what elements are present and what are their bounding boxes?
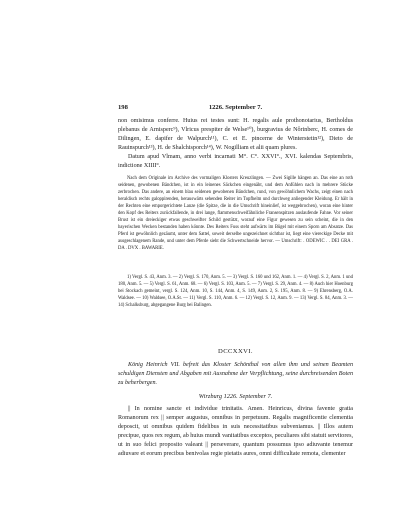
page-header [118,103,353,113]
witness-list: non omisimus conferre. Huius rei testes sunt: H. regalis aule prothonotarius, Bertholdus plebanus de Arnisperc⁹), Vlricus prespiter de Welse¹⁰), burgravius de Nôrinberc, H. comes de Dilingen, E. dapifer de Walpurch¹¹), C. et E. pincerne de Winterstetin¹²), Dieto de Rauinspurch¹³), H. de Shalchisporch¹⁴), W. Nogilliam et alii quam plures. [118,118,353,151]
page-number: 198 [118,104,128,111]
charter-regest: König Heinrich VII. befreit das Kloster Schönthal von allen ihm und seinen Beamten schuldigen Diensten und Abgaben mit Ausnahme der Verpflichtung, seine durchreisenden Boten zu beherbergen. [118,362,353,386]
footnotes: 1) Vergl. S. 43, Anm. 3. — 2) Vergl. S. 170, Anm. 5. — 3) Vergl. S. 160 und 162, Anm. 1. — 4) Vergl. S. 2, Anm. 1 und 180, Anm. 5. — 5) Vergl. S. 61, Anm. 68. — 6) Vergl. S. 103, Anm. 5. — 7) Vergl. S. 29, Anm. 4. — 8) Auch hier Hoenburg bei Stockach gemeint, vergl. S. 124, Anm. 10, S. 144, Anm. 4, S. 149, Anm. 2, S. 195, Anm. 8. — 9) Ehrensberg, O.A. Waldsee. — 10) Waldsee, O.A.St. — 11) Vergl. S. 110, Anm. 6. — 12) Vergl. S. 12, Anm. 9. — 13) Vergl. S. 84, Anm. 3. — 14) Schalksburg, abgegangene Burg bei Balingen. [118,275,353,308]
datum-line: Datum apud Vlmam, anno verbi incarnati M°. C°. XXVI°., XVI. kalendas Septembris, indictione XIIII°. [118,154,353,169]
source-note: Nach dem Originale im Archive des vormaligen Klosters Kreuzlingen. — Zwei Sigille hängen an. Das eine an roth seidenen, gewobenen Bändchen, ist in ein leinenes Säckchen eingenäht, und dem Anfühlen nach in mehrere Stücke zerbrochen. Das andere, an einem blau seidenen gewobenen Bändchen, rund, von gewöhnlichem Wachs, zeigt einen nach heraldisch rechts galoppirenden, herauswärts sehenden Reiter im Topfhelm und durchweg anliegender Kleidung. Er hält in der Rechten eine emporgerichtete Lanze (die Spitze, die in die Umschrift hineinlief, ist weggebrochen), woran eine hinter den Kopf des Reiters zurückfallende, in drei lange, flammenschweifähnliche Fransenspitzen auslaufende Fahne. Vor seiner Brust ist ein dreieckiger etwas geschweifter Schild gestützt, worauf eine Figur gewesen zu sein scheint, die in den bayerischen Wecken bestanden haben könnte. Des Reiters Fuss steht aufwärts im Bügel mit einem Sporn am Absatze. Das Pferd ist gewöhnlich gezäumt, unter dem Sattel, soweit derselbe ungezeichnet sichtbar ist, liegt eine viereckige Decke mit ausgeschlagenem Rande, und unter dem Pferde sieht die Schwertschneide hervor. — Umschrift: . ODEWIC . . DEI GRA . DA . DVX . BAWARIE. [118,176,353,251]
charter-number: DCCXXVI. [218,348,253,355]
running-head: 1226. September 7. [208,104,263,111]
charter-place-date: Wirzburg 1226. September 7. [198,393,273,400]
charter-text: || In nomine sancte et individue trinitatis. Amen. Heinricus, divina favente gratia Romanorum rex || semper augustus, omnibus in perpetuum. Regalis magnificentie clementia deposcit, ut omnibus quidem fidelibus in suis necessitatibus subveniamus. || Illos autem precipue, quos rex regum, ab huius mundi vanitatibus exceptos, peculiares sibi statuit servitores, ut in suo felici proposito valeant || perseverare, quantum possumus ipso adiuvante tenemur adiuvare et eorum precibus benivolas regie pietatis aures, omni difficultate remota, clementer [118,406,353,457]
